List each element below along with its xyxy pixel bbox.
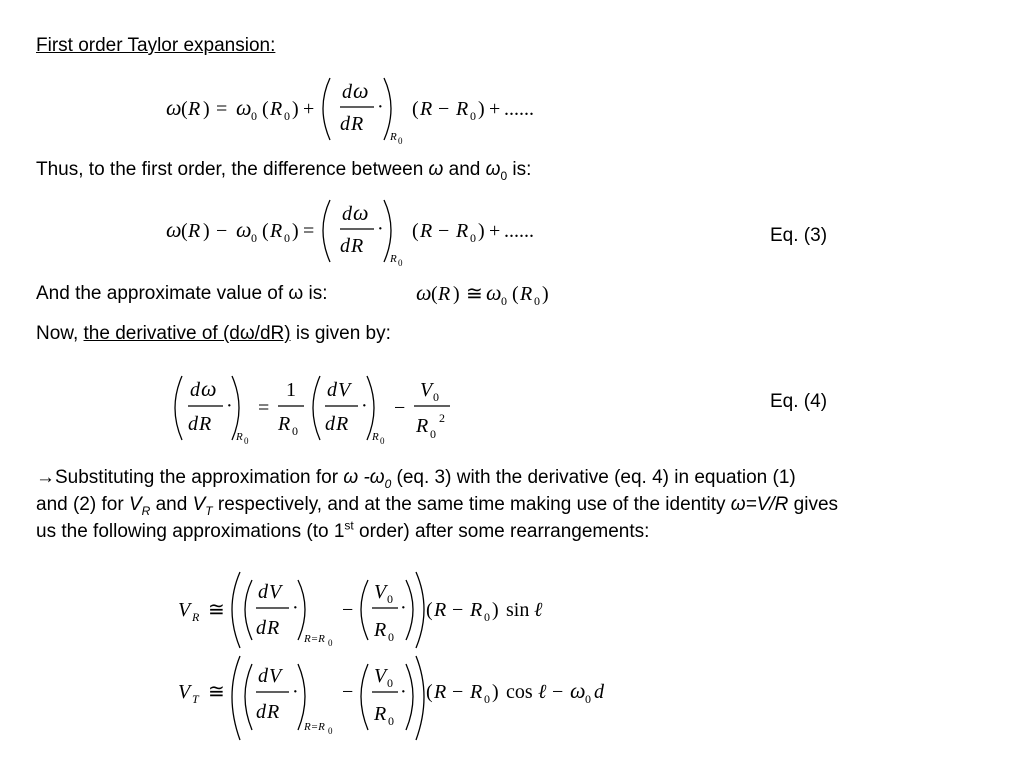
svg-text:0: 0 <box>388 714 394 728</box>
svg-text:0: 0 <box>398 136 403 146</box>
svg-text:): ) <box>453 283 460 305</box>
svg-text:d: d <box>594 681 604 703</box>
svg-text:V: V <box>269 581 282 603</box>
svg-text:(: ( <box>181 220 188 242</box>
svg-text:d: d <box>342 203 352 225</box>
svg-text:+: + <box>303 98 315 120</box>
omega-symbol: ω <box>343 467 359 488</box>
svg-text:0: 0 <box>284 231 290 245</box>
svg-text:R: R <box>434 681 447 703</box>
svg-text:(: ( <box>426 599 433 621</box>
svg-text:V: V <box>374 581 387 603</box>
svg-text:0: 0 <box>398 258 403 268</box>
subst-text-3c: order) after some rearrangements: <box>359 521 650 542</box>
svg-text:+: + <box>489 98 501 120</box>
subst-line-3 <box>36 518 1006 545</box>
svg-text:V: V <box>374 665 387 687</box>
svg-text:R: R <box>416 415 429 437</box>
svg-text:ω: ω <box>486 280 502 305</box>
svg-text:): ) <box>542 283 549 305</box>
svg-text:R: R <box>192 610 200 624</box>
svg-text:=: = <box>258 397 270 419</box>
vr-symbol: V <box>128 494 142 515</box>
svg-text:R: R <box>456 98 469 120</box>
st-superscript: st <box>344 518 354 533</box>
svg-text:R: R <box>278 413 291 435</box>
svg-text:ω: ω <box>416 280 432 305</box>
svg-text:(: ( <box>431 283 438 305</box>
svg-text:d: d <box>256 701 266 723</box>
svg-text:R=R: R=R <box>304 721 325 733</box>
svg-text:−: − <box>552 681 564 703</box>
svg-text:(: ( <box>426 681 433 703</box>
svg-text:R: R <box>188 220 201 242</box>
svg-text:·: · <box>292 681 299 703</box>
svg-text:ω: ω <box>570 678 586 703</box>
svg-text:0: 0 <box>380 436 385 446</box>
svg-text:0: 0 <box>585 692 591 706</box>
now-line <box>36 324 391 345</box>
svg-text:0: 0 <box>244 436 249 446</box>
svg-text:≅: ≅ <box>208 681 225 703</box>
svg-text:ω: ω <box>201 376 217 401</box>
svg-text:0: 0 <box>534 294 540 308</box>
svg-text:(: ( <box>512 283 519 305</box>
now-suffix: is given by: <box>295 323 391 344</box>
svg-text:R: R <box>470 599 483 621</box>
svg-text:ω: ω <box>166 217 182 242</box>
thus-text: Thus, to the first order, the difference between <box>36 159 424 180</box>
svg-text:): ) <box>292 98 299 120</box>
svg-text:0: 0 <box>284 109 290 123</box>
svg-text:0: 0 <box>430 427 436 441</box>
svg-text:R: R <box>188 98 201 120</box>
svg-text:R: R <box>351 235 364 257</box>
arrow-symbol: → <box>36 467 55 488</box>
svg-text:·: · <box>377 218 384 240</box>
substitution-paragraph <box>36 464 1006 545</box>
svg-text:ℓ: ℓ <box>534 599 543 621</box>
svg-text:0: 0 <box>484 692 490 706</box>
minus-omega0: -ω <box>363 467 385 488</box>
svg-text:d: d <box>342 81 352 103</box>
subst-text-2d: and <box>155 494 188 515</box>
svg-text:0: 0 <box>501 294 507 308</box>
svg-text:−: − <box>438 98 450 120</box>
svg-text:d: d <box>258 665 268 687</box>
svg-text:R: R <box>374 619 387 641</box>
svg-text:d: d <box>258 581 268 603</box>
svg-text:d: d <box>190 379 200 401</box>
vr-equation <box>170 566 590 652</box>
svg-text:0: 0 <box>388 630 394 644</box>
derivative-underlined: the derivative of (dω/dR) <box>83 323 291 344</box>
svg-text:0: 0 <box>292 424 298 438</box>
svg-text:0: 0 <box>387 592 393 606</box>
omega-symbol: ω <box>428 159 444 180</box>
svg-text:V: V <box>269 665 282 687</box>
svg-text:ℓ: ℓ <box>538 681 547 703</box>
svg-text:R: R <box>267 617 280 639</box>
svg-text:d: d <box>340 235 350 257</box>
subst-text-1e: (eq. 3) with the derivative (eq. 4) in equation (1) <box>396 467 796 488</box>
svg-text:d: d <box>325 413 335 435</box>
approx-equation <box>410 276 570 312</box>
svg-text:=: = <box>303 220 315 242</box>
taylor-expansion-equation <box>160 68 580 148</box>
eq4-label: Eq. (4) <box>770 391 828 412</box>
vr-subscript: R <box>141 503 151 518</box>
svg-text:d: d <box>188 413 198 435</box>
svg-text:R: R <box>420 98 433 120</box>
svg-text:≅: ≅ <box>466 283 483 305</box>
svg-text:T: T <box>192 692 199 706</box>
subst-text-2a: and (2) for <box>36 494 124 515</box>
svg-text:R: R <box>267 701 280 723</box>
svg-text:R: R <box>434 599 447 621</box>
svg-text:R: R <box>390 253 397 265</box>
vt-equation <box>170 654 630 744</box>
svg-text:−: − <box>452 681 464 703</box>
svg-text:R: R <box>270 220 283 242</box>
svg-text:V: V <box>420 379 433 401</box>
svg-text:−: − <box>438 220 450 242</box>
svg-text:ω: ω <box>353 200 369 225</box>
svg-text:): ) <box>203 220 210 242</box>
svg-text:V: V <box>178 681 191 703</box>
identity-formula: ω=V/R <box>730 494 789 515</box>
svg-text:): ) <box>492 599 499 621</box>
svg-text:R=R: R=R <box>304 633 325 645</box>
svg-text:·: · <box>361 395 368 417</box>
omega0-symbol: ω <box>485 159 501 180</box>
svg-text:0: 0 <box>470 109 476 123</box>
svg-text:−: − <box>342 681 354 703</box>
svg-text:≅: ≅ <box>208 599 225 621</box>
subst-text-3a: us the following approximations (to 1 <box>36 521 345 542</box>
vt-subscript: T <box>205 503 213 518</box>
subst-line-2 <box>36 491 1006 518</box>
svg-text:·: · <box>377 96 384 118</box>
svg-text:+: + <box>489 220 501 242</box>
svg-text:R: R <box>236 431 243 443</box>
svg-text:−: − <box>216 220 228 242</box>
svg-text:R: R <box>420 220 433 242</box>
and-text: and <box>448 159 481 180</box>
svg-text:R: R <box>270 98 283 120</box>
svg-text:): ) <box>492 681 499 703</box>
heading: First order Taylor expansion: <box>36 35 276 56</box>
svg-text:2: 2 <box>439 411 445 425</box>
svg-text:......: ...... <box>504 98 534 120</box>
svg-text:0: 0 <box>328 638 333 648</box>
svg-text:(: ( <box>412 98 419 120</box>
svg-text:R: R <box>470 681 483 703</box>
svg-text:R: R <box>456 220 469 242</box>
svg-text:d: d <box>340 113 350 135</box>
svg-text:d: d <box>256 617 266 639</box>
svg-text:): ) <box>203 98 210 120</box>
svg-text:(: ( <box>262 220 269 242</box>
thus-line <box>36 160 531 181</box>
svg-text:·: · <box>226 395 233 417</box>
svg-text:ω: ω <box>236 95 252 120</box>
svg-text:R: R <box>438 283 451 305</box>
svg-text:1: 1 <box>286 379 296 401</box>
svg-text:ω: ω <box>353 78 369 103</box>
svg-text:d: d <box>327 379 337 401</box>
svg-text:......: ...... <box>504 220 534 242</box>
subst-line-1 <box>36 464 1006 491</box>
omega0-subscript: 0 <box>500 168 508 183</box>
svg-text:R: R <box>351 113 364 135</box>
svg-text:−: − <box>394 397 406 419</box>
svg-text:R: R <box>372 431 379 443</box>
svg-text:·: · <box>400 681 407 703</box>
svg-text:0: 0 <box>251 109 257 123</box>
subst-text-2i: gives <box>793 494 839 515</box>
svg-text:R: R <box>520 283 533 305</box>
subst-text-1a: Substituting the approximation for <box>55 467 339 488</box>
svg-text:0: 0 <box>433 390 439 404</box>
svg-text:): ) <box>292 220 299 242</box>
approx-text: And the approximate value of ω is: <box>36 283 328 304</box>
svg-text:sin: sin <box>506 599 530 621</box>
svg-text:·: · <box>292 597 299 619</box>
equation-4 <box>160 368 460 448</box>
svg-text:0: 0 <box>251 231 257 245</box>
svg-text:·: · <box>400 597 407 619</box>
svg-text:(: ( <box>412 220 419 242</box>
svg-text:0: 0 <box>484 610 490 624</box>
svg-text:−: − <box>452 599 464 621</box>
equation-3 <box>160 190 580 270</box>
svg-text:0: 0 <box>387 676 393 690</box>
omega0-subscript: 0 <box>384 476 392 491</box>
svg-text:V: V <box>338 379 351 401</box>
svg-text:): ) <box>478 98 485 120</box>
svg-text:R: R <box>336 413 349 435</box>
svg-text:): ) <box>478 220 485 242</box>
svg-text:R: R <box>199 413 212 435</box>
svg-text:(: ( <box>262 98 269 120</box>
subst-text-2g: respectively, and at the same time making use of the identity <box>217 494 726 515</box>
svg-text:0: 0 <box>328 726 333 736</box>
now-prefix: Now, <box>36 323 79 344</box>
svg-text:cos: cos <box>506 681 533 703</box>
svg-text:R: R <box>374 703 387 725</box>
is-text: is: <box>512 159 532 180</box>
svg-text:ω: ω <box>166 95 182 120</box>
svg-text:=: = <box>216 98 228 120</box>
svg-text:ω: ω <box>236 217 252 242</box>
svg-text:R: R <box>390 131 397 143</box>
svg-text:(: ( <box>181 98 188 120</box>
svg-text:0: 0 <box>470 231 476 245</box>
svg-text:−: − <box>342 599 354 621</box>
eq3-label: Eq. (3) <box>770 225 828 246</box>
vt-symbol: V <box>192 494 206 515</box>
svg-text:V: V <box>178 599 191 621</box>
